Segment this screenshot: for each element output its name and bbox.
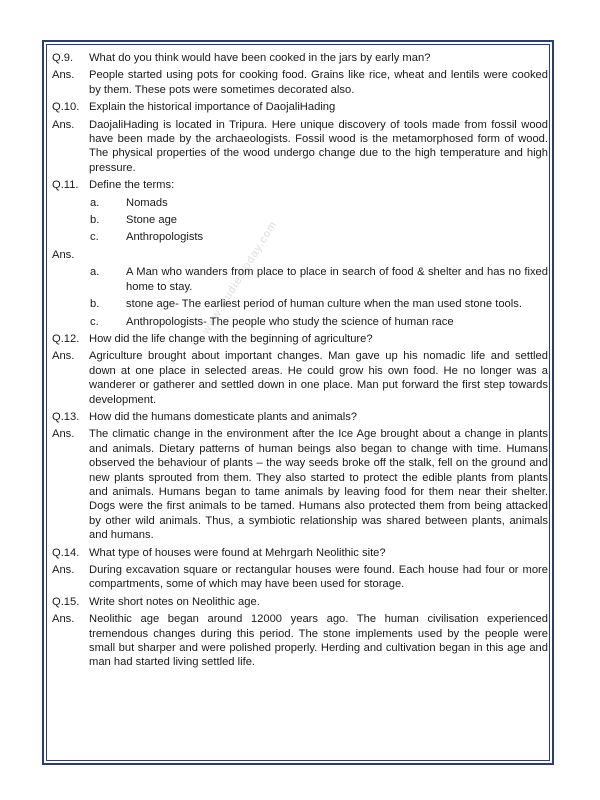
answer-text: Neolithic age began around 12000 years ago. The human civilisation experienced tremendous changes during this period. The stone implements used by the people were small but sharper and were polished properly. Herding and cultivation began in this age and man had started living settled life.: [89, 613, 548, 669]
question: [52, 51, 548, 65]
question-number: Q.15.: [52, 595, 80, 608]
answer-label: Ans.: [52, 564, 75, 576]
question-number: Q.10.: [52, 101, 80, 114]
question-number: Q.12.: [52, 332, 80, 345]
sub-item: [90, 265, 548, 294]
question: [52, 178, 548, 192]
question-number: Q.11.: [52, 179, 79, 192]
sub-item: [90, 230, 548, 244]
answer-text: The climatic change in the environment after the Ice Age brought about a change in plants and animals. Dietary patterns of human beings also began to change with time. Humans observed the behaviour of plants – the way seeds broke off the stalk, fell on the ground and new plants sprouted from them. They also started to protect the edible plants from plants and animals. Humans began to tame animals by leaving food for them near their shelter. Dogs were the first animals to be tamed. Humans also protected them from being attacked by other wild animals. Thus, a symbiotic relationship was shared between plants, animals and humans.: [89, 428, 548, 542]
sub-item-text: Stone age: [126, 214, 178, 227]
answer-label: Ans.: [52, 350, 75, 363]
question-text: Define the terms:: [89, 179, 175, 192]
question: [52, 332, 548, 346]
answer-text: Agriculture brought about important changes. Man gave up his nomadic life and settled down at one place in selected areas. He could grow his own food. He no longer was a wanderer or gatherer and settled down in one place. Man put forward the first step towards development.: [89, 350, 548, 406]
answer-label: Ans.: [52, 69, 75, 82]
answer-text: [89, 248, 548, 262]
answer-label: Ans.: [52, 248, 75, 261]
sub-item-text: A Man who wanders from place to place in search of food & shelter and has no fixed home to stay.: [126, 266, 548, 293]
sub-item-text: stone age- The earliest period of human culture when the man used stone tools.: [126, 298, 522, 311]
sub-item-key: b.: [90, 214, 100, 227]
sub-item-key: a.: [90, 196, 100, 209]
answer: [52, 68, 548, 97]
answer-label: Ans.: [52, 613, 75, 626]
question-text: What type of houses were found at Mehrgarh Neolithic site?: [89, 546, 386, 559]
question-text: How did the humans domesticate plants and animals?: [89, 410, 358, 423]
answer-text: During excavation square or rectangular houses were found. Each house had four or more compartments, some of which may have been used for storage.: [89, 564, 548, 591]
question: [52, 546, 548, 560]
sub-item: [90, 196, 548, 210]
sub-item-text: Nomads: [126, 196, 168, 209]
sub-item: [90, 297, 548, 311]
sub-item: [90, 315, 548, 329]
qa-content: [52, 51, 548, 673]
sub-item-key: c.: [90, 231, 99, 244]
question: [52, 410, 548, 424]
question-text: How did the life change with the beginning of agriculture?: [89, 332, 373, 345]
question-text: What do you think would have been cooked in the jars by early man?: [89, 52, 431, 64]
sub-item-key: a.: [90, 266, 100, 279]
answer: [52, 248, 548, 262]
question-text: Explain the historical importance of DaojaliHading: [89, 101, 336, 114]
question-number: Q.14.: [52, 546, 80, 559]
watermark: www.studiestoday.com: [200, 218, 280, 337]
question-number: Q.9.: [52, 52, 74, 64]
answer-text: DaojaliHading is located in Tripura. Here unique discovery of tools made from fossil wood have been made by the archaeologists. Fossil wood is the metamorphosed form of wood. The physical properties of the wood undergo change due to the high temperature and high pressure.: [89, 118, 548, 174]
answer: [52, 612, 548, 670]
sub-item: [90, 213, 548, 227]
answer-label: Ans.: [52, 118, 75, 131]
sub-item-text: Anthropologists- The people who study the science of human race: [126, 315, 454, 328]
question-text: Write short notes on Neolithic age.: [89, 595, 260, 608]
question: [52, 595, 548, 609]
answer: [52, 349, 548, 407]
answer: [52, 118, 548, 176]
sub-item-key: c.: [90, 315, 99, 328]
answer: [52, 427, 548, 542]
answer-label: Ans.: [52, 428, 75, 441]
sub-item-text: Anthropologists: [126, 231, 204, 244]
question-number: Q.13.: [52, 410, 80, 423]
sub-item-key: b.: [90, 298, 100, 311]
answer: [52, 563, 548, 592]
question: [52, 100, 548, 114]
answer-text: People started using pots for cooking food. Grains like rice, wheat and lentils were cooked by them. These pots were sometimes decorated also.: [89, 69, 548, 96]
